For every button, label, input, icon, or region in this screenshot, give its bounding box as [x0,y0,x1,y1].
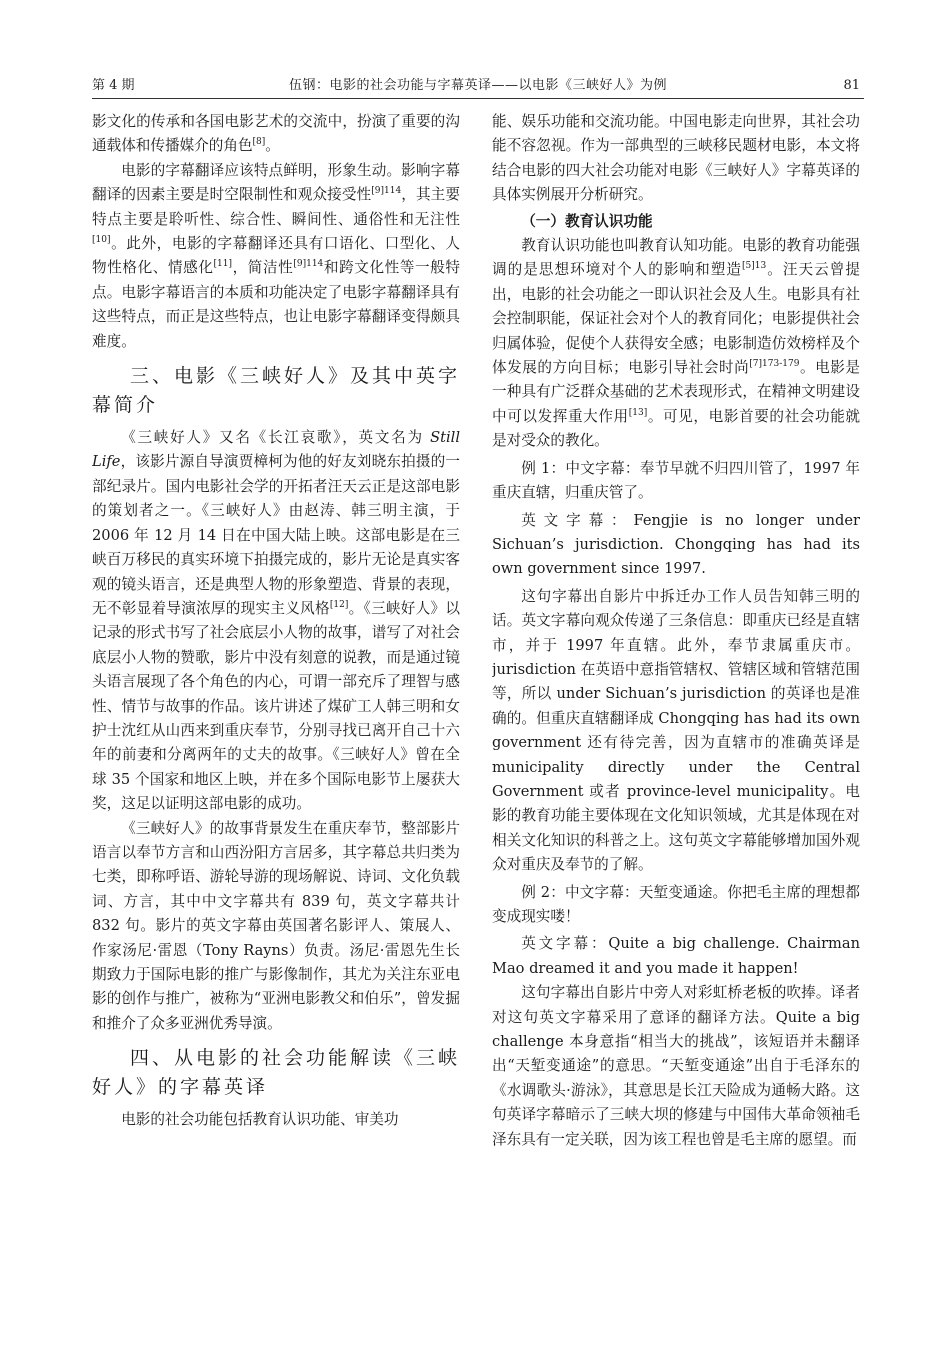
example-1-english: 英文字幕：Fengjie is no longer under Sichuan’s jurisdiction. Chongqing has had its own government since 1997. [492,511,860,578]
paragraph: 能、娱乐功能和交流功能。中国电影走向世界，其社会功能不容忽视。作为一部典型的三峡移民题材电影，本文将结合电影的四大社会功能对电影《三峡好人》字幕英译的具体实例展开分析研究。 [492,113,860,204]
running-header [92,76,864,99]
paragraph: 《三峡好人》又名《长江哀歌》，英文名为 Still Life，该影片源自导演贾樟柯为他的好友刘晓东拍摄的一部纪录片。国内电影社会学的开拓者汪天云正是这部电影的策划者之一。《三峡好人》由赵涛、韩三明主演，于 2006 年 12 月 14 日在中国大陆上映。这部电影是在三峡百万移民的真实环境下拍摄完成的，影片无论是真实客观的镜头语言，还是典型人物的形象塑造、背景的表现，无不彰显着导演浓厚的现实主义风格[12]。《三峡好人》以记录的形式书写了社会底层小人物的故事，谱写了对社会底层小人物的赞歌，影片中没有刻意的说教，而是通过镜头语言展现了各个角色的内心，可谓一部充斥了理智与感性、情节与故事的作品。该片讲述了煤矿工人韩三明和女护士沈红从山西来到重庆奉节，分别寻找已离开自己十六年的前妻和分离两年的丈夫的故事。《三峡好人》曾在全球 35 个国家和地区上映，并在多个国际电影节上屡获大奖，这足以证明这部电影的成功。 [92,429,460,813]
citation: [9]114 [293,259,324,270]
citation: [12] [329,600,349,611]
subsection-heading: （一）教育认识功能 [521,212,653,230]
paragraph: 电影的字幕翻译应该特点鲜明，形象生动。影响字幕翻译的因素主要是时空限制性和观众接受性$^{[9]114}$，其主要特点主要是聆听性、综合性、瞬间性、通俗性和无注性[10]。此外，电影的字幕翻译还具有口语化、口型化、人物性格化、情感化[11]，简洁性$^{[9]114}$和跨文化性等一般特点。电影字幕语言的本质和功能决定了电影字幕翻译具有这些特点，而正是这些特点，也让电影字幕翻译变得颇具难度。 [92,161,460,350]
paragraph: 影文化的传承和各国电影艺术的交流中，扮演了重要的沟通载体和传播媒介的角色[8]。 [92,113,460,155]
citation: [11] [213,259,232,270]
citation: [5]13 [742,261,767,272]
example-2-chinese: 例 2：中文字幕：天堑变通途。你把毛主席的理想都变成现实喽！ [492,883,860,925]
paragraph: 这句字幕出自影片中旁人对彩虹桥老板的吹捧。译者对这句英文字幕采用了意译的翻译方法。Quite a big challenge 本身意指“相当大的挑战”，该短语并未翻译出“天堑变通途”的意思。“天堑变通途”出自于毛泽东的《水调歌头·游泳》，其意思是长江天险成为通畅大路。这句英译字幕暗示了三峡大坝的修建与中国伟大革命领袖毛泽东具有一定关联，因为该工程也曾是毛主席的愿望。而 [492,984,860,1148]
citation: [13] [628,408,648,419]
running-title: 伍钢：电影的社会功能与字幕英译——以电影《三峡好人》为例 [288,78,667,93]
paragraph: 电影的社会功能包括教育认识功能、审美功 [121,1111,399,1129]
right-column [492,110,860,1230]
section-heading-4: 四、从电影的社会功能解读《三峡好人》的字幕英译 [92,1047,460,1099]
paragraph: 这句字幕出自影片中拆迁办工作人员告知韩三明的话。英文字幕向观众传递了三条信息：即重庆已经是直辖市，并于 1997 年直辖。此外，奉节隶属重庆市。jurisdiction 在英语中意指管辖权、管辖区域和管辖范围等，所以 under Sichuan’s jurisdiction 的英译也是准确的。但重庆直辖翻译成 Chongqing has had its own government 还有待完善，因为直辖市的准确英译是 municipality directly under the Central Government 或者 province-level municipality。电影的教育功能主要体现在文化知识领域，尤其是体现在对相关文化知识的科普之上。这句英文字幕能够增加国外观众对重庆及奉节的了解。 [492,587,860,874]
example-1-chinese: 例 1：中文字幕：奉节早就不归四川管了，1997 年重庆直辖，归重庆管了。 [492,459,860,502]
page-number: 81 [843,78,860,93]
example-2-english: 英文字幕：Quite a big challenge. Chairman Mao dreamed it and you made it happen! [492,935,860,977]
paragraph: 教育认识功能也叫教育认知功能。电影的教育功能强调的是思想环境对个人的影响和塑造$^{[5]13}$。汪天云曾提出，电影的社会功能之一即认识社会及人生。电影具有社会控制职能，保证社会对个人的教育同化；电影提供社会归属体验，促使个人获得安全感；电影制造仿效榜样及个体发展的方向目标；电影引导社会时尚$^{[7]173-179}$。电影是一种具有广泛群众基础的艺术表现形式，在精神文明建设中可以发挥重大作用[13]。可见，电影首要的社会功能就是对受众的教化。 [492,237,860,450]
left-column [92,110,460,1230]
citation: [7]173-179 [749,359,800,370]
journal-issue: 第 4 期 [92,78,135,93]
citation: [10] [92,235,111,246]
paragraph: 《三峡好人》的故事背景发生在重庆奉节，整部影片语言以奉节方言和山西汾阳方言居多，其字幕总共归类为七类，即称呼语、游轮导游的现场解说、诗词、文化负载词、方言，其中中文字幕共有 839 句，英文字幕共计 832 句。影片的英文字幕由英国著名影评人、策展人、作家汤尼·雷恩（Tony Rayns）负责。汤尼·雷恩先生长期致力于国际电影的推广与影像制作，其尤为关注东亚电影的创作与推广，被称为“亚洲电影教父和伯乐”，曾发掘和推介了众多亚洲优秀导演。 [92,819,460,1032]
citation: [8] [252,137,266,148]
citation: [9]114 [371,186,402,197]
section-heading-3: 三、电影《三峡好人》及其中英字幕简介 [92,365,460,417]
